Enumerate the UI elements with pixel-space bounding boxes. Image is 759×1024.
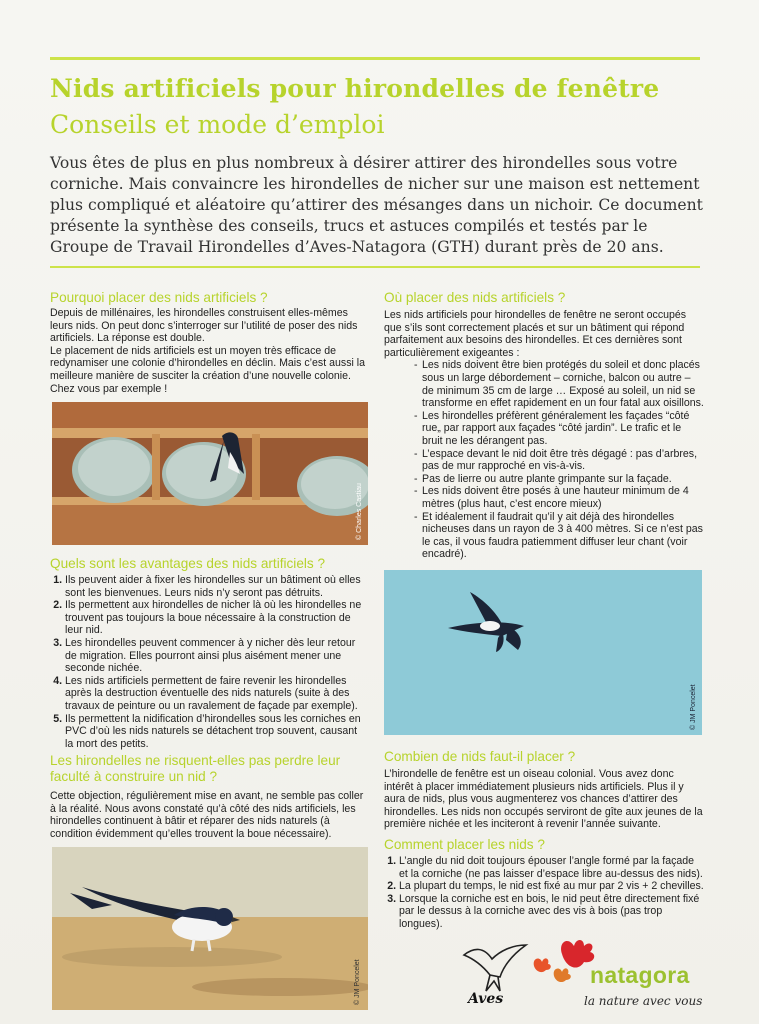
section-where xyxy=(384,290,704,561)
swallow-flight-illustration xyxy=(384,570,702,735)
list-item: - Les nids doivent être posés à une hauteur minimum de 4 mètres (plus haut, c’est encore mieux) xyxy=(414,485,704,510)
list-item: 3. Les hirondelles peuvent commencer à y nicher dès leur retour de migration. Elles pourront ainsi plus aisément mener une seconde nichée. xyxy=(65,637,368,675)
intro-rule xyxy=(50,266,700,268)
page-title: Nids artificiels pour hirondelles de fenêtre xyxy=(50,74,660,103)
where-criteria-list xyxy=(384,359,704,561)
list-item: 1. L’angle du nid doit toujours épouser l’angle formé par la façade et la corniche (ne pas laisser d’espace libre au-dessus des nids). xyxy=(399,855,704,880)
photo-swallow-flight xyxy=(384,570,702,735)
section-how-heading: Comment placer les nids ? xyxy=(384,837,545,852)
aves-logo xyxy=(460,935,530,1015)
list-item: 2. La plupart du temps, le nid est fixé au mur par 2 vis + 2 chevilles. xyxy=(399,880,704,893)
list-item: 2. Ils permettent aux hirondelles de nicher là où les hirondelles ne trouvent pas toujours la boue nécessaire à la construction de leur nid. xyxy=(65,599,368,637)
list-item: 3. Lorsque la corniche est en bois, le nid peut être directement fixé par le dessus à la corniche avec des vis à bois (pas trop longues). xyxy=(399,893,704,931)
section-advantages-heading: Quels sont les avantages des nids artificiels ? xyxy=(50,556,326,571)
risk-paragraph: Cette objection, régulièrement mise en avant, ne semble pas coller à la réalité. Nous avons constaté qu’à côté des nids artificiels, les hirondelles continuent à bâtir et réparer des nids naturels (à condition évidemment qu’elles trouvent la boue nécessaire). xyxy=(50,790,364,840)
list-item: - Pas de lierre ou autre plante grimpante sur la façade. xyxy=(414,473,704,486)
artificial-nests-illustration xyxy=(52,402,368,545)
intro-paragraph: Vous êtes de plus en plus nombreux à désirer attirer des hirondelles sous votre corniche. Mais convaincre les hirondelles de nicher sur une maison est nettement plus compliqué et aléatoire qu’attirer des mésanges dans un nichoir. Ce document présente la synthèse des conseils, trucs et astuces compilés et testés par le Groupe de Travail Hirondelles d’Aves-Natagora (GTH) durant près de 20 ans. xyxy=(50,154,703,256)
list-item: 5. Ils permettent la nidification d’hirondelles sous les corniches en PVC d’où les nids naturels se détachent trop souvent, causant la mort des petits. xyxy=(65,713,368,751)
list-item: - L’espace devant le nid doit être très dégagé : pas d’arbres, pas de mur rapproché en vis-à-vis. xyxy=(414,448,704,473)
section-howmany-heading: Combien de nids faut-il placer ? xyxy=(384,749,576,764)
section-how xyxy=(384,837,704,931)
section-advantages xyxy=(50,556,368,750)
swallow-ground-illustration xyxy=(52,847,368,1010)
aves-wordmark: Aves xyxy=(468,991,504,1007)
natagora-tagline: la nature avec vous xyxy=(584,994,703,1008)
advantages-list xyxy=(50,574,368,750)
why-paragraph-2: Le placement de nids artificiels est un moyen très efficace de redynamiser une colonie d’hirondelles en déclin. Mais c’est aussi la meilleure manière de susciter la création d’une nouvelle colonie. Chez vous par exemple ! xyxy=(50,344,366,395)
photo-credit-ground: © JM Poncelet xyxy=(354,959,361,1005)
how-list xyxy=(384,855,704,931)
howmany-paragraph: L’hirondelle de fenêtre est un oiseau colonial. Vous avez donc intérêt à placer immédiatement plusieurs nids artificiels. Plus il y aura de nids, plus vous augmenterez vos chances d’attirer des hirondelles. Les nids non occupés serviront de gîte aux jeunes de la première nichée et les inciteront à revenir l’année suivante. xyxy=(384,768,703,831)
section-howmany xyxy=(384,749,704,831)
section-why-heading: Pourquoi placer des nids artificiels ? xyxy=(50,290,268,305)
list-item: 4. Les nids artificiels permettent de faire revenir les hirondelles après la destruction éventuelle des nids naturels (suite à des travaux de peinture ou un ravalement de façade par exemple). xyxy=(65,675,368,713)
why-paragraph-1: Depuis de millénaires, les hirondelles construisent elles-mêmes leurs nids. On peut donc s’interroger sur l’utilité de poser des nids artificiels. La réponse est double. xyxy=(50,307,358,345)
list-item: 1. Ils peuvent aider à fixer les hirondelles sur un bâtiment où elles sont les bienvenues. Leurs nids n’y seront pas détruits. xyxy=(65,574,368,599)
photo-swallow-ground xyxy=(52,847,368,1010)
where-intro: Les nids artificiels pour hirondelles de fenêtre ne seront occupés que s’ils sont correctement placés et sur un bâtiment qui répond parfaitement aux besoins des hirondelles. Et ces dernières sont particulièrement exigeantes : xyxy=(384,309,687,359)
top-rule xyxy=(50,57,700,60)
section-risk xyxy=(50,753,368,840)
page-subtitle: Conseils et mode d’emploi xyxy=(50,110,385,139)
photo-artificial-nests xyxy=(52,402,368,545)
photo-credit-flight: © JM Poncelet xyxy=(690,684,697,730)
list-item: - Les nids doivent être bien protégés du soleil et donc placés sous un large débordement – corniche, balcon ou autre – de minimum 35 cm de large … Exposé au soleil, un nid se transforme en effet rapidement en un four fatal aux oisillons. xyxy=(414,359,704,409)
section-why xyxy=(50,290,368,395)
section-where-heading: Où placer des nids artificiels ? xyxy=(384,290,566,305)
aves-bird-icon xyxy=(460,935,530,995)
list-item: - Les hirondelles préfèrent généralement les façades “côté rue„ par rapport aux façades “côté jardin”. Le trafic et le bruit ne les dérangent pas. xyxy=(414,410,704,448)
section-risk-heading: Les hirondelles ne risquent-elles pas perdre leur faculté à construire un nid ? xyxy=(50,753,341,784)
natagora-wordmark: natagora xyxy=(590,962,690,988)
natagora-logo xyxy=(528,932,708,1012)
list-item: - Et idéalement il faudrait qu’il y ait déjà des hirondelles nicheuses dans un rayon de 3 à 400 mètres. Si ce n’est pas le cas, il vous faudra patiemment diffuser leur chant (voir encadré). xyxy=(414,511,704,561)
photo-credit-nests: © Charles Castiau xyxy=(356,483,363,540)
